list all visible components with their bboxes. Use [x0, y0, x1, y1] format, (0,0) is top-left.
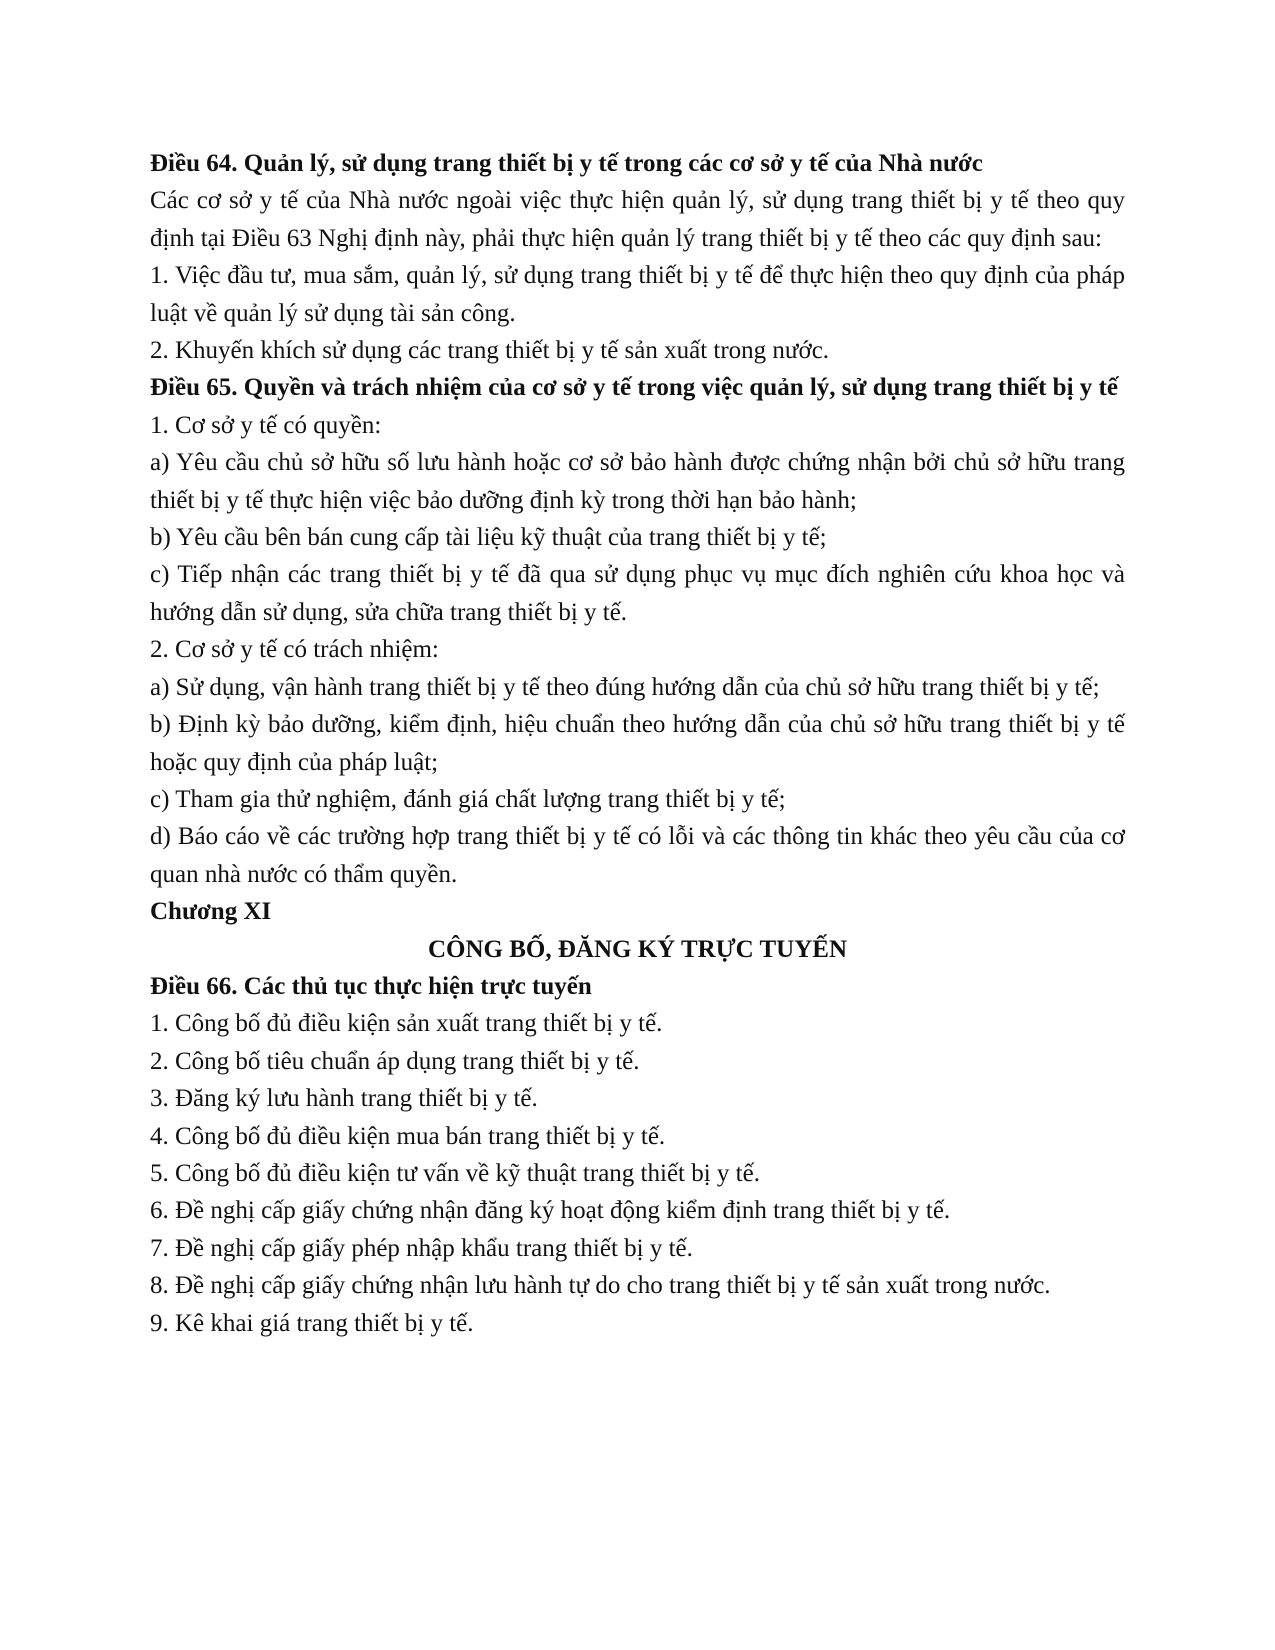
article-65-right-item: a) Yêu cầu chủ sở hữu số lưu hành hoặc cơ sở bảo hành được chứng nhận bởi chủ sở hữu trang thiết bị y tế thực hiện việc bảo dưỡng định kỳ trong thời hạn bảo hành; [150, 449, 1125, 514]
article-64-intro: Các cơ sở y tế của Nhà nước ngoài việc thực hiện quản lý, sử dụng trang thiết bị y tế theo quy định tại Điều 63 Nghị định này, phải thực hiện quản lý trang thiết bị y tế theo các quy định sau: [150, 187, 1125, 252]
article-64-heading: Điều 64. Quản lý, sử dụng trang thiết bị y tế trong các cơ sở y tế của Nhà nước [150, 150, 983, 177]
document-page [150, 145, 1125, 1342]
article-66-item: 6. Đề nghị cấp giấy chứng nhận đăng ký hoạt động kiểm định trang thiết bị y tế. [150, 1197, 951, 1225]
article-65-duty-item: a) Sử dụng, vận hành trang thiết bị y tế theo đúng hướng dẫn của chủ sở hữu trang thiết bị y tế; [150, 673, 1100, 701]
article-65-duties-intro: 2. Cơ sở y tế có trách nhiệm: [150, 636, 439, 664]
article-66-item: 4. Công bố đủ điều kiện mua bán trang thiết bị y tế. [150, 1122, 666, 1150]
article-64-item: 1. Việc đầu tư, mua sắm, quản lý, sử dụng trang thiết bị y tế để thực hiện theo quy định của pháp luật về quản lý sử dụng tài sản công. [150, 262, 1125, 327]
article-65-right-item: c) Tiếp nhận các trang thiết bị y tế đã qua sử dụng phục vụ mục đích nghiên cứu khoa học và hướng dẫn sử dụng, sửa chữa trang thiết bị y tế. [150, 561, 1125, 626]
article-65-rights-intro: 1. Cơ sở y tế có quyền: [150, 411, 382, 439]
article-66-item: 8. Đề nghị cấp giấy chứng nhận lưu hành tự do cho trang thiết bị y tế sản xuất trong nước. [150, 1272, 1051, 1300]
article-64-item: 2. Khuyến khích sử dụng các trang thiết bị y tế sản xuất trong nước. [150, 337, 830, 365]
article-65-right-item: b) Yêu cầu bên bán cung cấp tài liệu kỹ thuật của trang thiết bị y tế; [150, 524, 827, 552]
chapter-label: Chương XI [150, 898, 272, 926]
article-66-item: 2. Công bố tiêu chuẩn áp dụng trang thiết bị y tế. [150, 1047, 640, 1075]
article-66-item: 1. Công bố đủ điều kiện sản xuất trang thiết bị y tế. [150, 1010, 663, 1038]
article-66-item: 5. Công bố đủ điều kiện tư vấn về kỹ thuật trang thiết bị y tế. [150, 1159, 760, 1187]
article-65-heading: Điều 65. Quyền và trách nhiệm của cơ sở y tế trong việc quản lý, sử dụng trang thiết bị y tế [150, 374, 1118, 402]
article-66-item: 7. Đề nghị cấp giấy phép nhập khẩu trang thiết bị y tế. [150, 1234, 693, 1262]
article-66-item: 9. Kê khai giá trang thiết bị y tế. [150, 1309, 474, 1337]
article-66-item: 3. Đăng ký lưu hành trang thiết bị y tế. [150, 1085, 538, 1113]
chapter-title: CÔNG BỐ, ĐĂNG KÝ TRỰC TUYẾN [427, 935, 848, 963]
article-66-heading: Điều 66. Các thủ tục thực hiện trực tuyến [150, 972, 592, 1000]
article-65-duty-item: c) Tham gia thử nghiệm, đánh giá chất lượng trang thiết bị y tế; [150, 785, 786, 813]
article-65-duty-item: b) Định kỳ bảo dưỡng, kiểm định, hiệu chuẩn theo hướng dẫn của chủ sở hữu trang thiết bị y tế hoặc quy định của pháp luật; [150, 711, 1125, 776]
article-65-duty-item: d) Báo cáo về các trường hợp trang thiết bị y tế có lỗi và các thông tin khác theo yêu cầu của cơ quan nhà nước có thẩm quyền. [150, 823, 1125, 888]
